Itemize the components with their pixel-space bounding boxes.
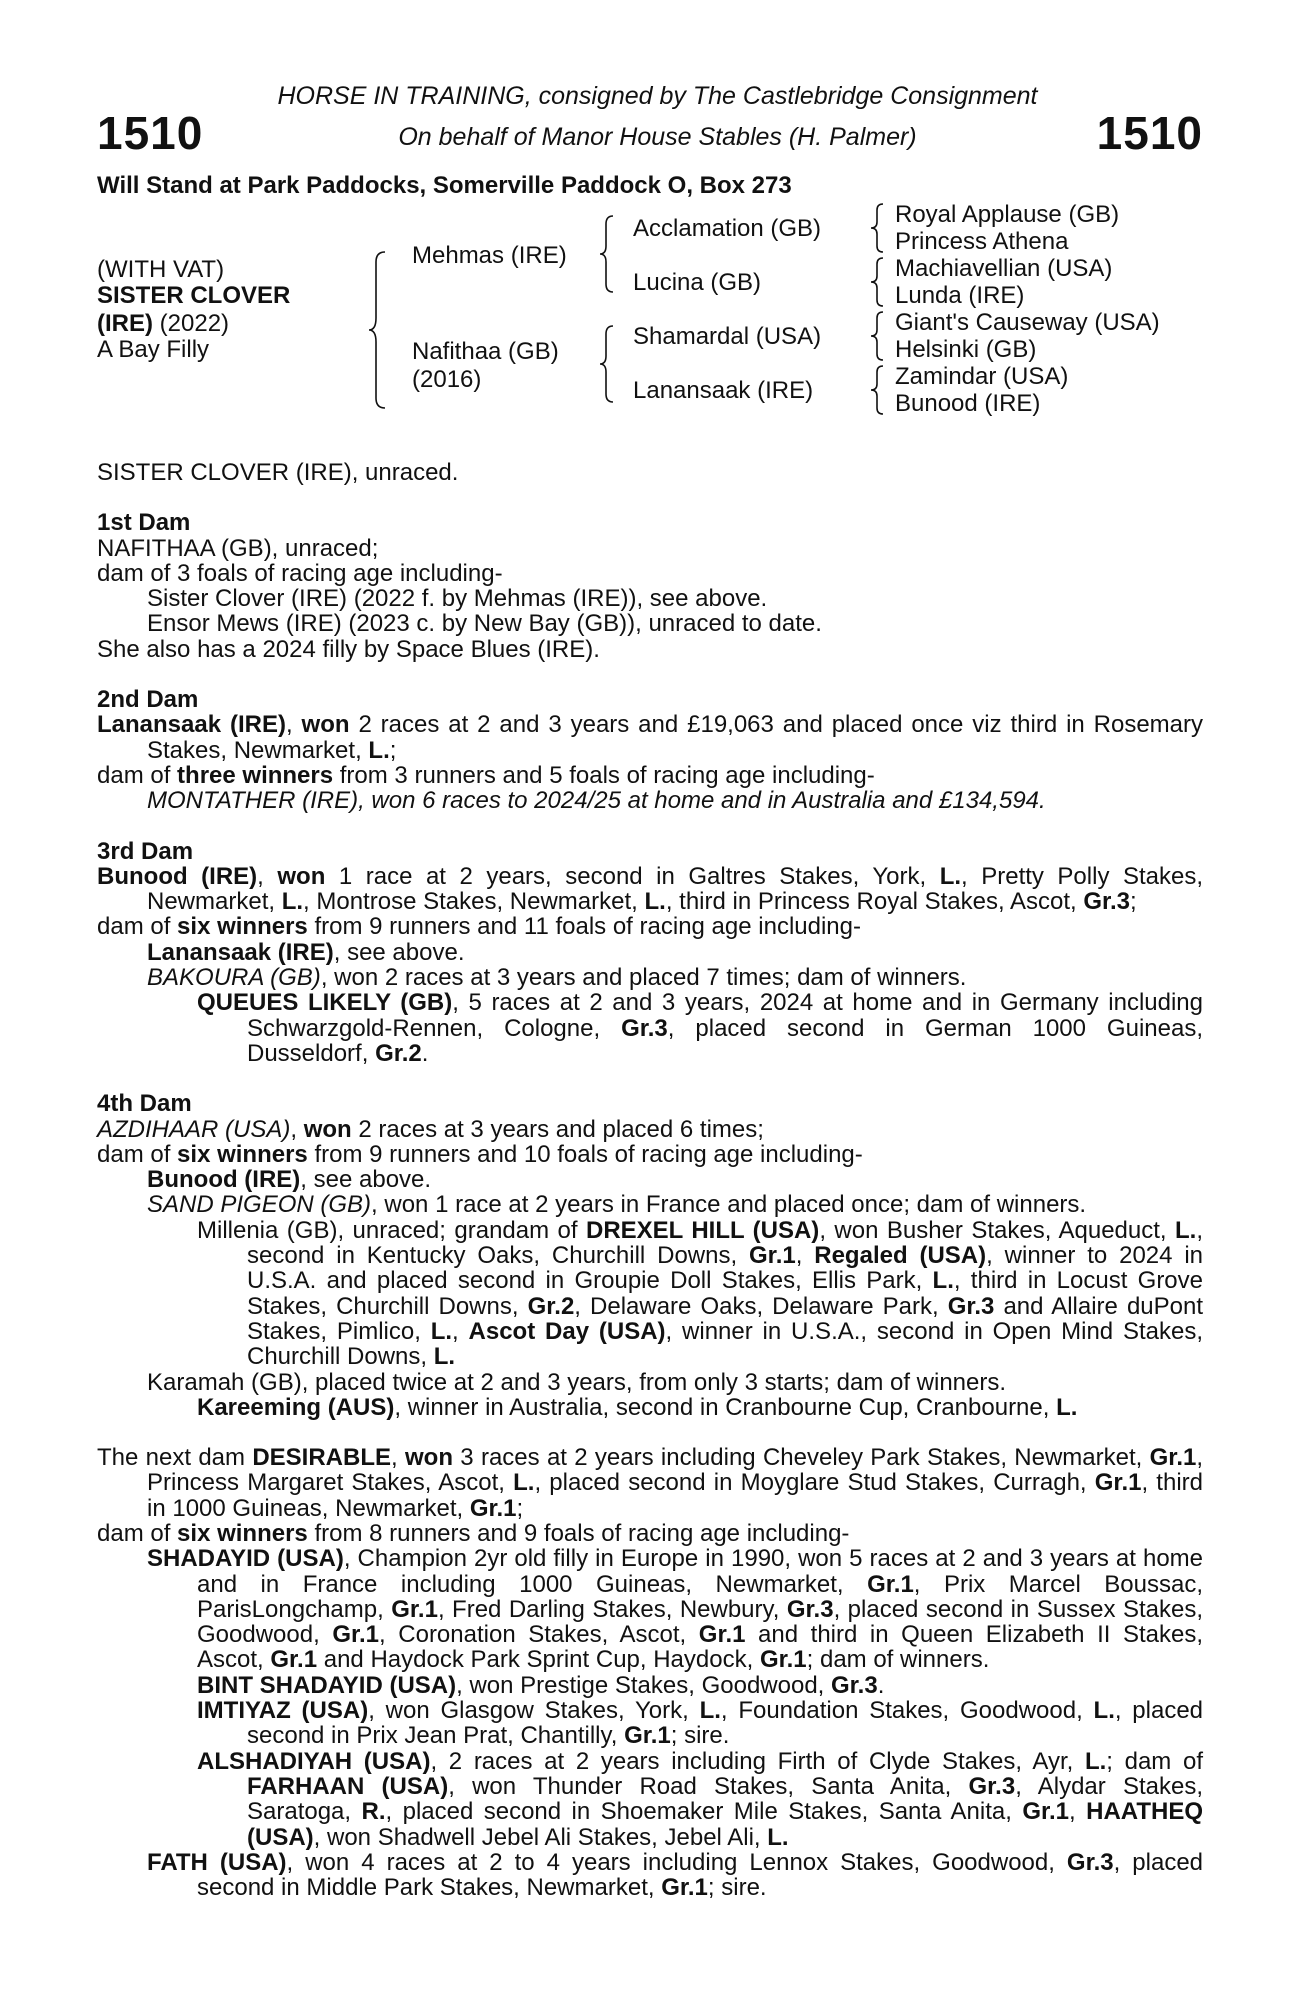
produce-line: Sister Clover (IRE) (2022 f. by Mehmas (IRE)), see above. xyxy=(147,585,768,613)
stand-location: Will Stand at Park Paddocks, Somerville Paddock O, Box 273 xyxy=(97,172,792,199)
horse-origin: (IRE) xyxy=(97,310,153,337)
second-dam-heading: 2nd Dam xyxy=(97,686,199,714)
produce-line: MONTATHER (IRE), won 6 races to 2024/25 at home and in Australia and £134,594. xyxy=(147,787,1046,815)
g3-ancestor: Giant's Causeway (USA) xyxy=(895,309,1160,336)
consignor-line: HORSE IN TRAINING, consigned by The Castlebridge Consignment xyxy=(277,82,1038,110)
second-dam-produce: dam of three winners from 3 runners and 5 foals of racing age including- xyxy=(97,761,875,789)
grand-produce-line: Kareeming (AUS), winner in Australia, second in Cranbourne Cup, Cranbourne, L. xyxy=(197,1393,1078,1421)
produce-line: Karamah (GB), placed twice at 2 and 3 years, from only 3 starts; dam of winners. xyxy=(147,1368,1007,1396)
sire-name: Mehmas (IRE) xyxy=(412,242,567,269)
horse-year: (2022) xyxy=(153,310,230,337)
pedigree-brace-g4 xyxy=(868,364,886,416)
first-dam-heading: 1st Dam xyxy=(97,509,191,537)
next-dam-produce: dam of six winners from 8 runners and 9 foals of racing age including- xyxy=(97,1519,850,1547)
next-dam-record: The next dam DESIRABLE, won 3 races at 2 years including Cheveley Park Stakes, Newmarket, Gr.1, Princess Margaret Stakes, Ascot, L., placed second in Moyglare Stud Stakes, Curragh, Gr.1, third in 1000 Guineas, Newmarket, Gr.1; xyxy=(97,1444,1204,1522)
g3-ancestor: Lunda (IRE) xyxy=(895,282,1025,309)
first-dam-line: dam of 3 foals of racing age including- xyxy=(97,559,503,587)
catalogue-body xyxy=(97,460,1203,1900)
fourth-dam-heading: 4th Dam xyxy=(97,1090,192,1118)
dam-name: Nafithaa (GB) xyxy=(412,338,559,365)
produce-line: SHADAYID (USA), Champion 2yr old filly in Europe in 1990, won 5 races at 2 and 3 years at home and in France including 1000 Guineas, Newmarket, Gr.1, Prix Marcel Boussac, ParisLongchamp, Gr.1, Fred Darling Stakes, Newbury, Gr.3, placed second in Sussex Stakes, Goodwood, Gr.1, Coronation Stakes, Ascot, Gr.1 and third in Queen Elizabeth II Stakes, Ascot, Gr.1 and Haydock Park Sprint Cup, Haydock, Gr.1; dam of winners. xyxy=(147,1545,1204,1674)
produce-line: Ensor Mews (IRE) (2023 c. by New Bay (GB)), unraced to date. xyxy=(147,610,822,638)
produce-line: SAND PIGEON (GB), won 1 race at 2 years in France and placed once; dam of winners. xyxy=(147,1191,1087,1219)
grand-produce-line: ALSHADIYAH (USA), 2 races at 2 years including Firth of Clyde Stakes, Ayr, L.; dam of FARHAAN (USA), won Thunder Road Stakes, Santa Anita, Gr.3, Alydar Stakes, Saratoga, R., placed second in Shoemaker Mile Stakes, Santa Anita, Gr.1, HAATHEQ (USA), won Shadwell Jebel Ali Stakes, Jebel Ali, L. xyxy=(197,1747,1204,1851)
dam-sire: Shamardal (USA) xyxy=(633,323,822,350)
horse-description: A Bay Filly xyxy=(97,336,210,363)
third-dam-heading: 3rd Dam xyxy=(97,837,194,865)
pedigree-brace-g3 xyxy=(868,310,886,362)
dam-year: (2016) xyxy=(412,366,482,393)
vat-note: (WITH VAT) xyxy=(97,256,225,283)
lot-number-right: 1510 xyxy=(1096,107,1203,159)
grand-produce-line: IMTIYAZ (USA), won Glasgow Stakes, York, L., Foundation Stakes, Goodwood, L., placed second in Prix Jean Prat, Chantilly, Gr.1; sire. xyxy=(197,1697,1204,1750)
pedigree-brace-sire xyxy=(598,214,616,294)
fourth-dam-produce: dam of six winners from 9 runners and 10 foals of racing age including- xyxy=(97,1140,863,1168)
pedigree-brace-dam xyxy=(598,324,616,404)
first-dam-line: NAFITHAA (GB), unraced; xyxy=(97,534,379,562)
intro-line: SISTER CLOVER (IRE), unraced. xyxy=(97,459,459,486)
g3-ancestor: Princess Athena xyxy=(895,228,1069,255)
produce-line: FATH (USA), won 4 races at 2 to 4 years including Lennox Stakes, Goodwood, Gr.3, placed second in Middle Park Stakes, Newmarket, Gr.1; sire. xyxy=(147,1848,1204,1902)
pedigree-brace-main xyxy=(367,250,389,410)
grand-produce-line: QUEUES LIKELY (GB), 5 races at 2 and 3 years, 2024 at home and in Germany including Schwarzgold-Rennen, Cologne, Gr.3, placed second in German 1000 Guineas, Dusseldorf, Gr.2. xyxy=(197,989,1203,1067)
fourth-dam-record: AZDIHAAR (USA), won 2 races at 3 years and placed 6 times; xyxy=(97,1115,764,1143)
vendor-line: On behalf of Manor House Stables (H. Palmer) xyxy=(398,123,917,151)
g3-ancestor: Bunood (IRE) xyxy=(895,390,1041,417)
g3-ancestor: Machiavellian (USA) xyxy=(895,255,1113,282)
horse-name: SISTER CLOVER xyxy=(97,282,291,309)
produce-line: Lanansaak (IRE), see above. xyxy=(147,938,465,966)
produce-line: Bunood (IRE), see above. xyxy=(147,1166,432,1194)
g3-ancestor: Helsinki (GB) xyxy=(895,336,1037,363)
third-dam-produce: dam of six winners from 9 runners and 11 foals of racing age including- xyxy=(97,913,861,941)
dam-dam: Lanansaak (IRE) xyxy=(633,377,814,404)
grand-produce-line: Millenia (GB), unraced; grandam of DREXEL HILL (USA), won Busher Stakes, Aqueduct, L., second in Kentucky Oaks, Churchill Downs, Gr.1, Regaled (USA), winner to 2024 in U.S.A. and placed second in Groupie Doll Stakes, Ellis Park, L., third in Locust Grove Stakes, Churchill Downs, Gr.2, Delaware Oaks, Delaware Park, Gr.3 and Allaire duPont Stakes, Pimlico, L., Ascot Day (USA), winner in U.S.A., second in Open Mind Stakes, Churchill Downs, L. xyxy=(197,1216,1204,1371)
third-dam-record: Bunood (IRE), won 1 race at 2 years, second in Galtres Stakes, York, L., Pretty Polly Stakes, Newmarket, L., Montrose Stakes, Newmarket, L., third in Princess Royal Stakes, Ascot, Gr.3; xyxy=(97,862,1204,916)
pedigree-brace-g1 xyxy=(868,202,886,254)
g3-ancestor: Zamindar (USA) xyxy=(895,363,1069,390)
pedigree-brace-g2 xyxy=(868,256,886,308)
sire-dam: Lucina (GB) xyxy=(633,269,762,296)
sire-sire: Acclamation (GB) xyxy=(633,215,822,242)
grand-produce-line: BINT SHADAYID (USA), won Prestige Stakes, Goodwood, Gr.3. xyxy=(197,1671,885,1699)
first-dam-line: She also has a 2024 filly by Space Blues (IRE). xyxy=(97,635,600,663)
horse-origin-year xyxy=(97,310,229,338)
second-dam-record: Lanansaak (IRE), won 2 races at 2 and 3 years and £19,063 and placed once viz third in Rosemary Stakes, Newmarket, L.; xyxy=(97,711,1204,764)
lot-number-left: 1510 xyxy=(97,107,204,159)
produce-line: BAKOURA (GB), won 2 races at 3 years and placed 7 times; dam of winners. xyxy=(147,964,967,992)
g3-ancestor: Royal Applause (GB) xyxy=(895,201,1120,228)
